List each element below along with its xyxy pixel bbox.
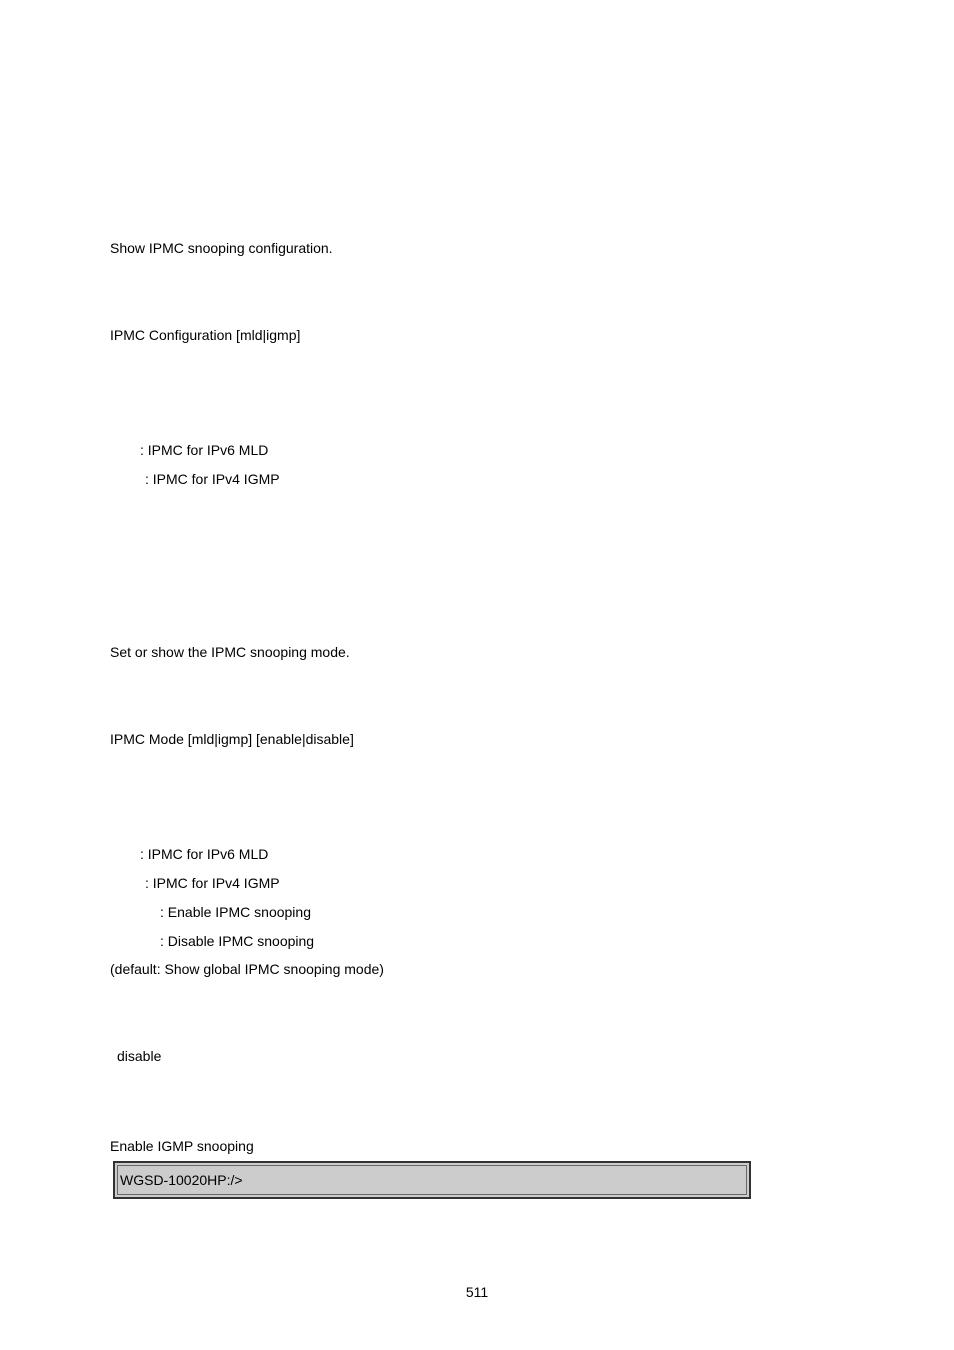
section2-default-value: disable xyxy=(117,1048,162,1064)
section2-param-enable: : Enable IPMC snooping xyxy=(160,904,311,920)
section2-param-igmp: : IPMC for IPv4 IGMP xyxy=(145,875,280,891)
section2-description: Set or show the IPMC snooping mode. xyxy=(110,644,350,660)
section1-description: Show IPMC snooping configuration. xyxy=(110,240,333,256)
section2-param-mld: : IPMC for IPv6 MLD xyxy=(140,846,269,862)
section2-syntax: IPMC Mode [mld|igmp] [enable|disable] xyxy=(110,731,354,747)
section1-param-mld: : IPMC for IPv6 MLD xyxy=(140,442,269,458)
section2-example-label: Enable IGMP snooping xyxy=(110,1138,254,1154)
section2-param-disable: : Disable IPMC snooping xyxy=(160,933,315,949)
command-example-box xyxy=(113,1161,751,1199)
section2-default-note: (default: Show global IPMC snooping mode) xyxy=(110,961,384,977)
page-number: 511 xyxy=(465,1284,489,1300)
command-prompt: WGSD-10020HP:/> xyxy=(117,1165,747,1195)
section1-param-igmp: : IPMC for IPv4 IGMP xyxy=(145,471,280,487)
section1-syntax: IPMC Configuration [mld|igmp] xyxy=(110,327,301,343)
